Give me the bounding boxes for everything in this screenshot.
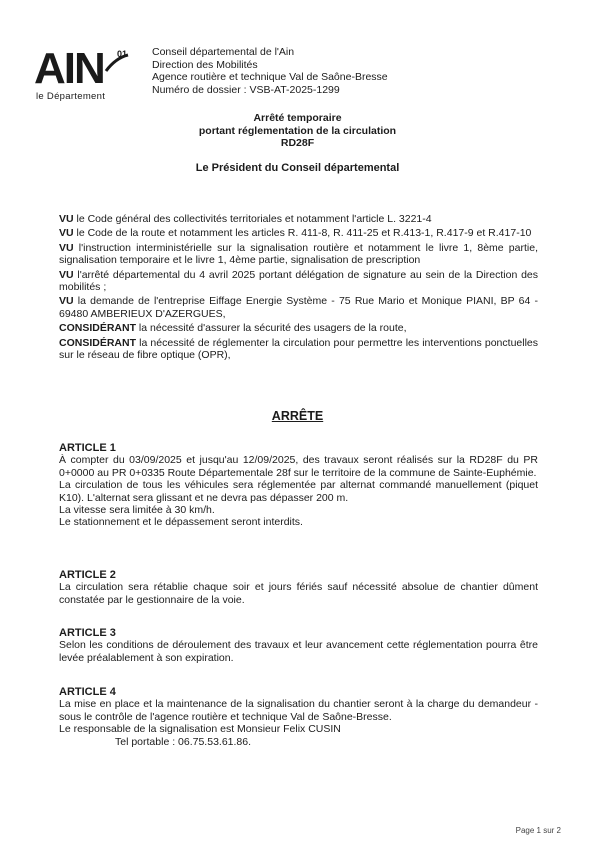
title-line-2: portant réglementation de la circulation (198, 124, 397, 137)
title-line-3: RD28F (280, 137, 315, 149)
logo-text: AIN (34, 44, 104, 93)
logo-number: 01 (117, 49, 128, 59)
article-4 (59, 686, 538, 748)
article-paragraph: La mise en place et la maintenance de la signalisation du chantier seront à la charge du demandeur - sous le contrôle de l'agence routière et technique Val de Saône-Bresse. (59, 698, 538, 723)
visa-item: VU le Code général des collectivités territoriales et notamment l'article L. 3221-4 (59, 213, 432, 225)
article-title: ARTICLE 4 (59, 686, 116, 698)
article-paragraph: Le responsable de la signalisation est Monsieur Felix CUSIN (59, 723, 341, 736)
title-line-1: Arrêté temporaire (253, 112, 342, 124)
article-title: ARTICLE 3 (59, 627, 116, 639)
president-heading: Le Président du Conseil départemental (195, 162, 400, 174)
header-line-direction: Direction des Mobilités (152, 58, 258, 71)
article-title: ARTICLE 1 (59, 442, 116, 454)
considerant-item: CONSIDÉRANT la nécessité de réglementer la circulation pour permettre les interventions ponctuelles sur le réseau de fibre optique (OPR), (59, 336, 538, 362)
letterhead (152, 46, 388, 96)
article-paragraph: La circulation de tous les véhicules sera réglementée par alternat commandé manuellement (piquet K10). L'alternat sera glissant et ne devra pas dépasser 200 m. (59, 479, 538, 504)
article-1 (59, 442, 538, 529)
department-logo (34, 44, 134, 103)
article-title: ARTICLE 2 (59, 569, 116, 581)
visa-item: VU l'instruction interministérielle sur la signalisation routière et notamment le livre 1, 8ème partie, signalisation temporaire et le livre 1, 4ème partie, signalisation de prescription (59, 241, 538, 267)
article-2 (59, 569, 538, 606)
article-paragraph: À compter du 03/09/2025 et jusqu'au 12/09/2025, des travaux seront réalisés sur la RD28F du PR 0+0000 au PR 0+0335 Route Départementale 28f sur le territoire de la commune de Sainte-Euphémie. (59, 454, 538, 479)
visa-item: VU le Code de la route et notamment les articles R. 411-8, R. 411-25 et R.413-1, R.417-9 et R.417-10 (59, 227, 532, 240)
header-line-council: Conseil départemental de l'Ain (152, 46, 295, 58)
considerant-item: CONSIDÉRANT la nécessité d'assurer la sécurité des usagers de la route, (59, 322, 407, 335)
header-line-file-number: Numéro de dossier : VSB-AT-2025-1299 (152, 83, 340, 96)
visa-item: VU la demande de l'entreprise Eiffage Energie Système - 75 Rue Mario et Monique PIANI, BP 64 - 69480 AMBERIEUX D'AZERGUES, (59, 295, 538, 320)
article-paragraph: Selon les conditions de déroulement des travaux et leur avancement cette réglementation pourra être levée préalablement à son expiration. (59, 639, 538, 664)
article-paragraph: Tel portable : 06.75.53.61.86. (115, 735, 252, 748)
page-number: Page 1 sur 2 (515, 826, 561, 835)
header-line-agency: Agence routière et technique Val de Saône-Bresse (152, 71, 388, 83)
logo-subtitle: le Département (36, 91, 106, 102)
article-paragraph: La circulation sera rétablie chaque soir et jours fériés sauf nécessité absolue de chantier dûment constatée par le gestionnaire de la voie. (59, 581, 538, 606)
visas-section (59, 213, 538, 361)
article-paragraph: Le stationnement et le dépassement seront interdits. (59, 516, 303, 529)
article-3 (59, 627, 538, 664)
article-paragraph: La vitesse sera limitée à 30 km/h. (59, 504, 215, 517)
document-title (0, 112, 595, 150)
visa-item: VU l'arrêté départemental du 4 avril 2025 portant délégation de signature au sein de la Direction des mobilités ; (59, 268, 538, 294)
arrete-heading: ARRÊTE (271, 409, 324, 423)
